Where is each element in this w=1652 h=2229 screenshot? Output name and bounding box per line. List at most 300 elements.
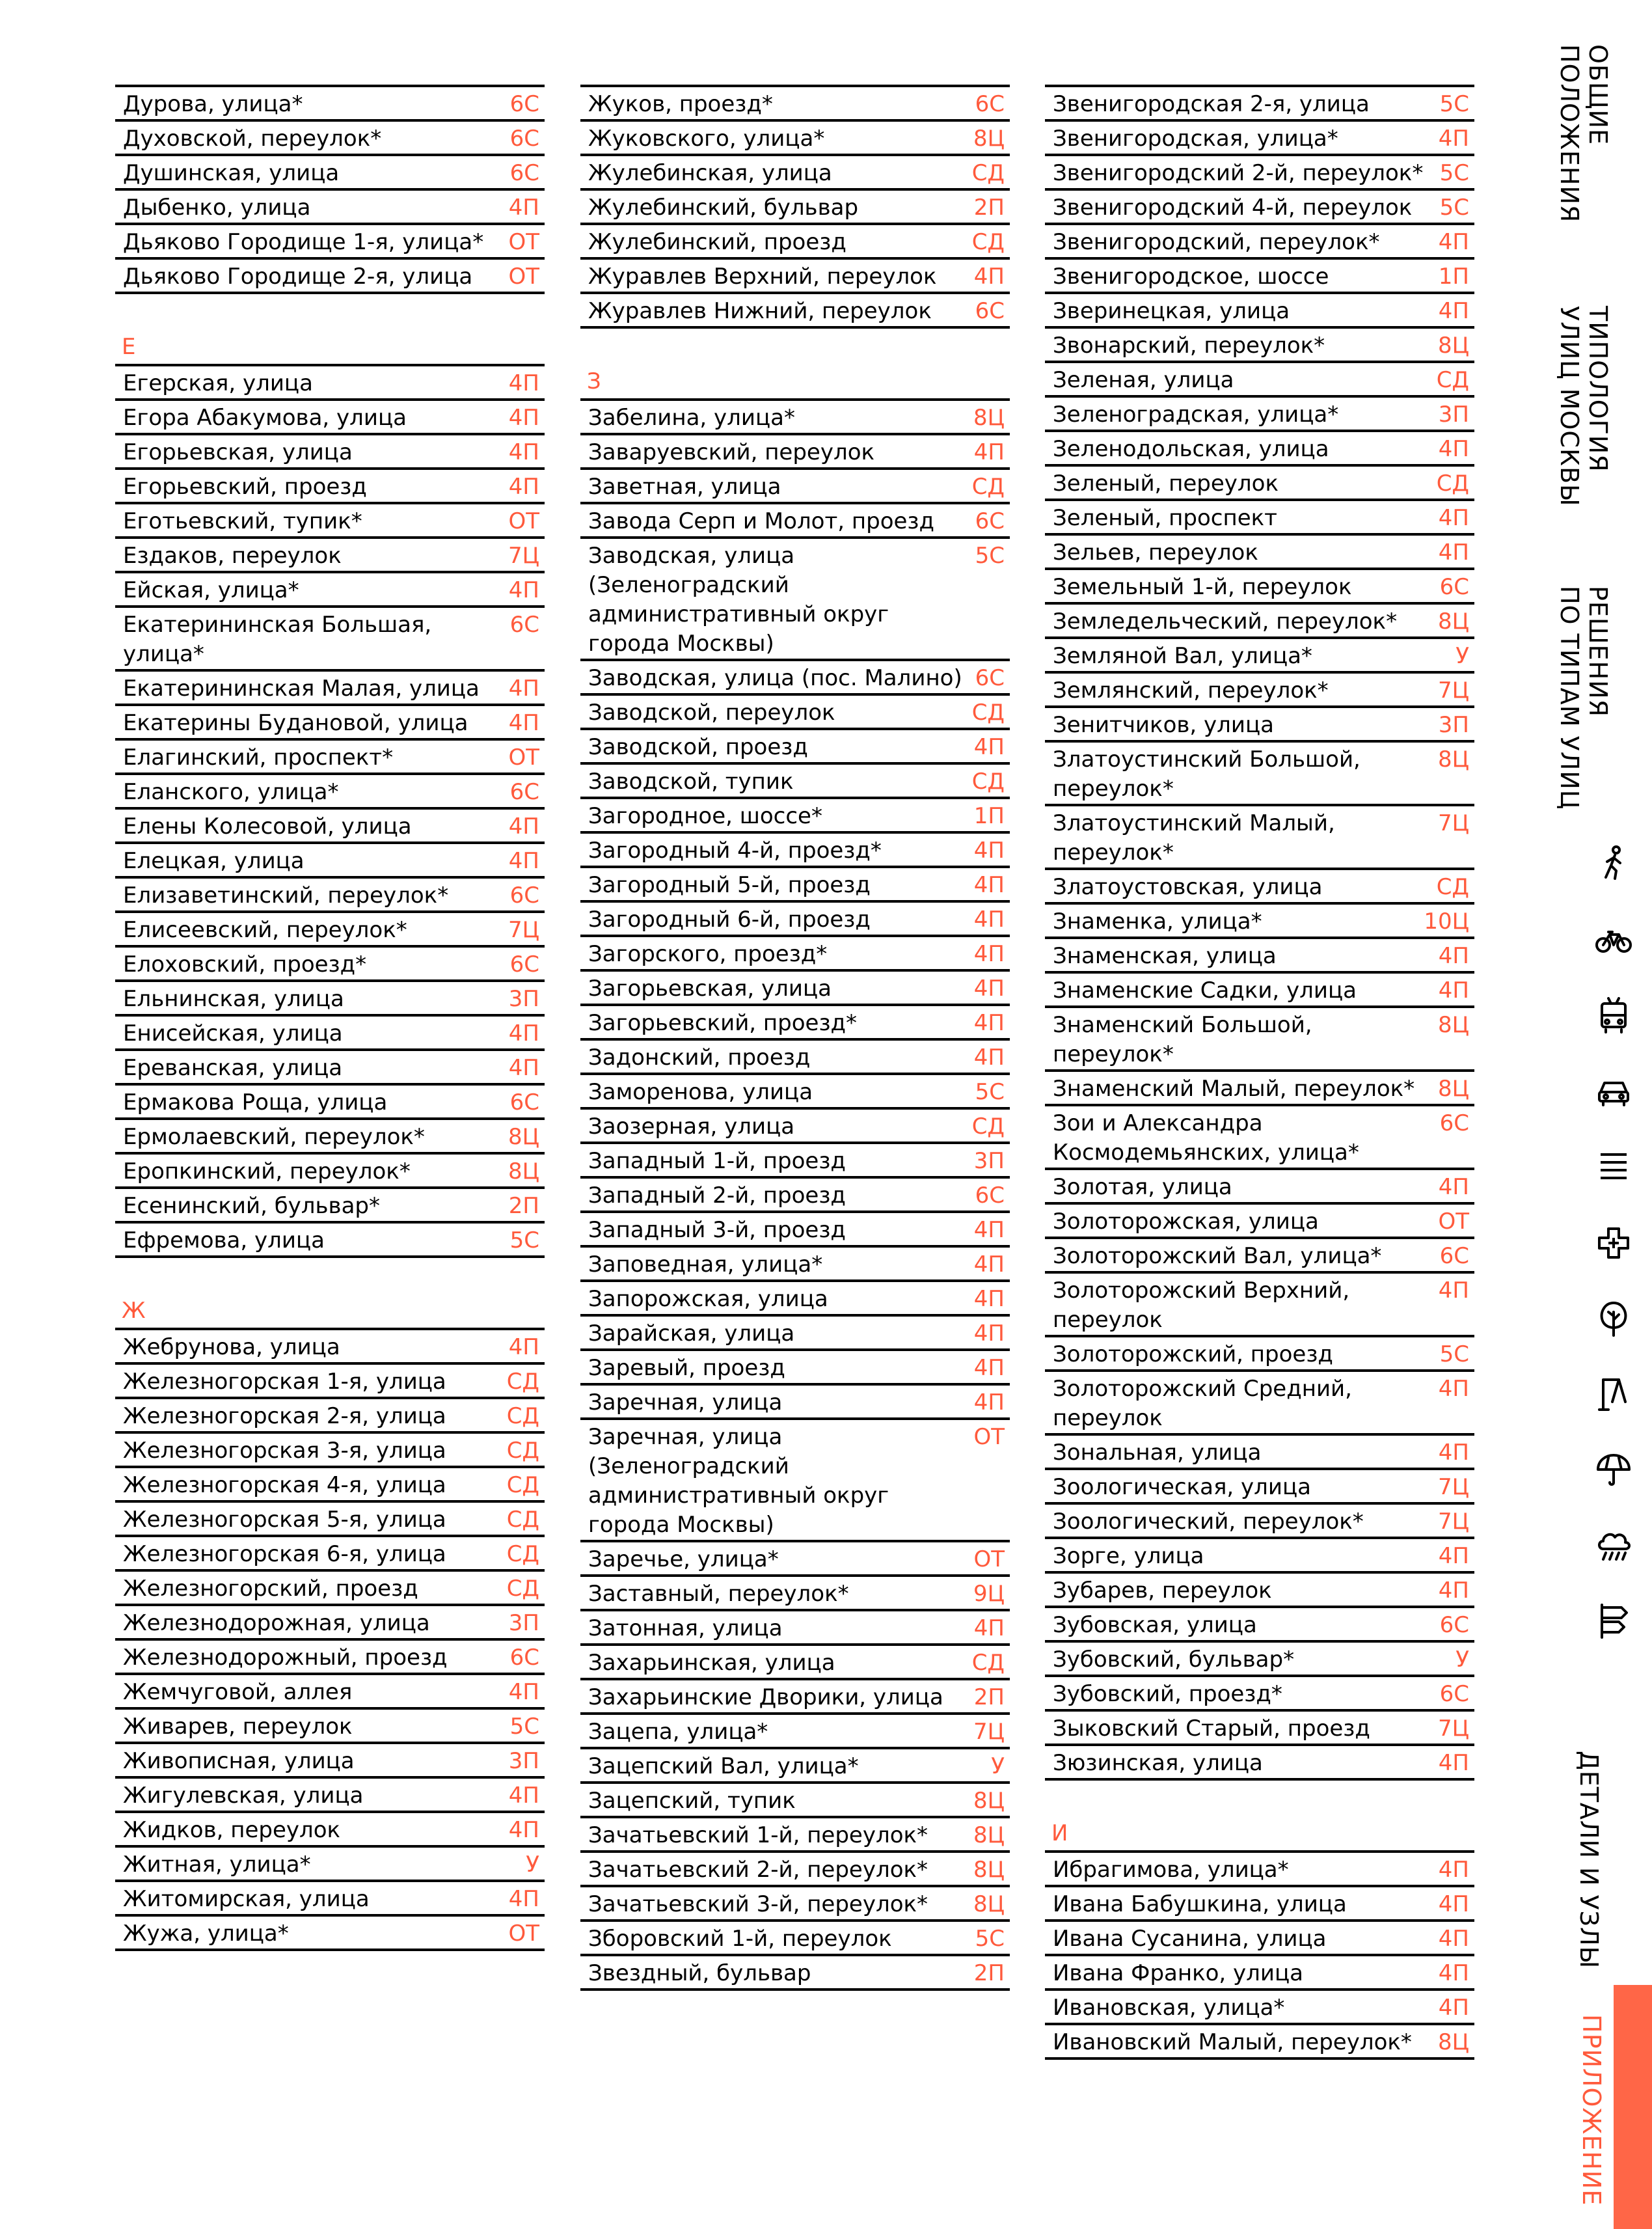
street-name: Жуковского, улица*: [588, 126, 825, 152]
street-type-code: 6С: [509, 882, 539, 909]
street-type-code: 4П: [508, 439, 539, 465]
street-type-code: 5С: [975, 543, 1005, 569]
street-name: Зубарев, переулок: [1053, 1578, 1272, 1604]
street-row: [580, 433, 1010, 467]
street-type-code: 8Ц: [973, 1788, 1005, 1814]
street-row: [1045, 1335, 1474, 1369]
street-name: Запорожская, улица: [588, 1286, 828, 1312]
street-type-code: 7Ц: [1437, 1716, 1469, 1742]
street-type-code: ОТ: [973, 1424, 1005, 1450]
street-type-code: 8Ц: [973, 1857, 1005, 1883]
street-row: [1045, 1502, 1474, 1537]
street-row: [115, 1466, 545, 1500]
street-name: Еланского, улица*: [123, 779, 339, 805]
street-type-code: 3П: [1438, 402, 1469, 428]
street-name: Заводская, улица (пос. Малино): [588, 665, 962, 691]
street-name: Живописная, улица: [123, 1748, 355, 1774]
street-type-code: 10Ц: [1424, 909, 1469, 935]
street-row: [580, 762, 1010, 797]
street-row: [115, 1569, 545, 1604]
street-row: [115, 1083, 545, 1117]
street-name: Ивана Сусанина, улица: [1053, 1926, 1327, 1952]
street-name: Есенинский, бульвар*: [123, 1193, 381, 1219]
street-name: Елены Колесовой, улица: [123, 814, 412, 840]
sidebar-section-details[interactable]: ДЕТАЛИ И УЗЛЫ: [1575, 1751, 1603, 1969]
street-row: [115, 154, 545, 188]
street-row: [1045, 464, 1474, 499]
street-row: [1045, 602, 1474, 636]
street-row: [1045, 533, 1474, 568]
street-row: [580, 1417, 1010, 1540]
street-name: Золоторожский Вал, улица*: [1053, 1243, 1382, 1269]
street-row: [115, 398, 545, 433]
street-type-code: 4П: [1438, 298, 1469, 324]
street-row: [115, 1707, 545, 1742]
street-type-code: 4П: [1438, 1995, 1469, 2021]
street-row: [115, 119, 545, 154]
section-header: [580, 326, 1010, 398]
street-type-code: 4П: [973, 1217, 1005, 1243]
street-row: [580, 1609, 1010, 1643]
street-type-code: 6С: [509, 951, 539, 978]
street-type-code: 4П: [973, 1010, 1005, 1036]
street-type-code: 6С: [1439, 1243, 1469, 1269]
street-row: [580, 1747, 1010, 1781]
street-type-code: 4П: [508, 1020, 539, 1046]
lanes-icon[interactable]: [1595, 1148, 1632, 1184]
street-name: Зачатьевский 2-й, переулок*: [588, 1857, 928, 1883]
street-name: Заревый, проезд: [588, 1355, 785, 1381]
street-row: [580, 467, 1010, 502]
street-row: [580, 1885, 1010, 1919]
section-header: [115, 1255, 545, 1328]
street-type-code: 4П: [1438, 1857, 1469, 1883]
street-name: Зверинецкая, улица: [1053, 298, 1290, 324]
sidebar-section-appendix[interactable]: ПРИЛОЖЕНИЕ: [1577, 2014, 1606, 2206]
street-name: Ибрагимова, улица*: [1053, 1857, 1289, 1883]
street-name: Жидков, переулок: [123, 1817, 341, 1843]
street-type-code: 6С: [975, 298, 1005, 324]
street-row: [1045, 671, 1474, 705]
section-letter: З: [587, 368, 601, 394]
street-row: [580, 1919, 1010, 1954]
street-row: [1045, 1468, 1474, 1502]
street-name: Екатерининская Малая, улица: [123, 676, 480, 702]
street-name: Железногорская 4-я, улица: [123, 1472, 446, 1498]
street-row: [115, 704, 545, 738]
street-type-code: 4П: [1438, 1750, 1469, 1776]
street-type-code: СД: [1436, 471, 1469, 497]
section-letter: И: [1051, 1820, 1068, 1846]
street-type-code: 4П: [973, 1251, 1005, 1278]
street-type-code: СД: [506, 1403, 539, 1429]
street-name: Еготьевский, тупик*: [123, 508, 362, 534]
street-row: [1045, 1709, 1474, 1744]
street-name: Зельев, переулок: [1053, 540, 1258, 566]
street-type-code: 6С: [509, 1089, 539, 1115]
street-row: [580, 693, 1010, 728]
section-letter: Ж: [122, 1298, 146, 1324]
street-name: Задонский, проезд: [588, 1045, 811, 1071]
street-type-code: 4П: [1438, 1174, 1469, 1200]
street-type-code: СД: [506, 1541, 539, 1567]
street-type-code: 5С: [509, 1227, 539, 1253]
street-row: [1045, 188, 1474, 223]
street-type-code: 7Ц: [1437, 1474, 1469, 1500]
street-type-code: СД: [1436, 367, 1469, 393]
street-type-code: 5С: [1439, 91, 1469, 117]
street-name: Еропкинский, переулок*: [123, 1158, 411, 1184]
street-name: Златоустинский Большой, переулок*: [1053, 746, 1361, 802]
street-name: Зональная, улица: [1053, 1440, 1262, 1466]
street-name: Егора Абакумова, улица: [123, 405, 407, 431]
street-row: [1045, 568, 1474, 602]
street-name: Землянский, переулок*: [1053, 677, 1329, 704]
street-type-code: 1П: [1438, 264, 1469, 290]
street-row: [1045, 2023, 1474, 2060]
street-name: Земельный 1-й, переулок: [1053, 574, 1352, 600]
street-name: Жужа, улица*: [123, 1921, 289, 1947]
street-row: [580, 536, 1010, 659]
street-name: Загородное, шоссе*: [588, 803, 822, 829]
street-row: [115, 1845, 545, 1880]
street-row: [115, 876, 545, 910]
street-row: [1045, 740, 1474, 804]
sidebar-section-solutions[interactable]: РЕШЕНИЯ ПО ТИПАМ УЛИЦ: [1555, 586, 1612, 810]
street-row: [1045, 1104, 1474, 1168]
street-type-code: СД: [971, 474, 1005, 500]
street-name: Ельнинская, улица: [123, 986, 344, 1012]
bicycle-icon[interactable]: [1595, 922, 1632, 958]
street-type-code: 6С: [509, 1645, 539, 1671]
street-row: [115, 773, 545, 807]
street-type-code: 9Ц: [973, 1581, 1005, 1607]
street-row: [580, 154, 1010, 188]
street-name: Заваруевский, переулок: [588, 439, 875, 465]
street-row: [1045, 361, 1474, 395]
street-row: [580, 797, 1010, 831]
street-row: [1045, 1433, 1474, 1468]
street-row: [1045, 1954, 1474, 1988]
street-row: [1045, 868, 1474, 902]
street-type-code: 8Ц: [1437, 609, 1469, 635]
street-type-code: 8Ц: [508, 1158, 539, 1184]
street-row: [115, 1673, 545, 1707]
street-name: Западный 1-й, проезд: [588, 1148, 846, 1174]
street-row: [115, 669, 545, 704]
street-name: Золоторожская, улица: [1053, 1209, 1319, 1235]
street-type-code: 4П: [973, 1286, 1005, 1312]
street-row: [115, 1535, 545, 1569]
street-type-code: 8Ц: [1437, 746, 1469, 773]
street-type-code: СД: [971, 229, 1005, 255]
street-type-code: 4П: [1438, 1543, 1469, 1569]
street-row: [115, 188, 545, 223]
street-name: Ивановская, улица*: [1053, 1995, 1285, 2021]
street-name: Зеленая, улица: [1053, 367, 1234, 393]
street-name: Звонарский, переулок*: [1053, 333, 1325, 359]
street-name: Загородный 6-й, проезд: [588, 907, 871, 933]
street-type-code: 5С: [509, 1714, 539, 1740]
street-row: [115, 605, 545, 669]
street-row: [580, 292, 1010, 326]
street-type-code: 2П: [973, 1684, 1005, 1710]
street-name: Знаменские Садки, улица: [1053, 978, 1357, 1004]
street-type-code: 4П: [973, 976, 1005, 1002]
street-type-code: 4П: [1438, 978, 1469, 1004]
street-name: Золоторожский, проезд: [1053, 1341, 1333, 1367]
street-row: [580, 1348, 1010, 1383]
street-name: Дьяково Городище 1-я, улица*: [123, 229, 484, 255]
street-name: Знаменский Большой, переулок*: [1053, 1012, 1312, 1067]
street-name: Елоховский, проезд*: [123, 951, 367, 978]
street-name: Зоологическая, улица: [1053, 1474, 1311, 1500]
street-name: Знаменская, улица: [1053, 943, 1277, 969]
street-name: Звенигородское, шоссе: [1053, 264, 1329, 290]
street-type-code: 4П: [508, 1679, 539, 1705]
street-name: Заречная, улица: [588, 1389, 783, 1415]
street-row: [1045, 1988, 1474, 2023]
street-type-code: 6С: [975, 91, 1005, 117]
street-name: Жулебинский, проезд: [588, 229, 846, 255]
street-row: [1045, 1537, 1474, 1571]
street-type-code: 6С: [1439, 1612, 1469, 1638]
street-row: [580, 1574, 1010, 1609]
street-type-code: 4П: [1438, 1926, 1469, 1952]
street-row: [1045, 1640, 1474, 1675]
street-type-code: 4П: [973, 264, 1005, 290]
street-type-code: 2П: [508, 1193, 539, 1219]
street-row: [115, 433, 545, 467]
index-column-2: [580, 85, 1010, 1991]
street-type-code: ОТ: [508, 229, 539, 255]
street-name: Екатерининская Большая, улица*: [123, 612, 432, 667]
street-row: [115, 467, 545, 502]
street-type-code: 6С: [1439, 574, 1469, 600]
street-row: [580, 900, 1010, 935]
street-name: Зои и Александра Космодемьянских, улица*: [1053, 1110, 1359, 1166]
street-name: Заречье, улица*: [588, 1546, 779, 1572]
sidebar-section-typology[interactable]: ТИПОЛОГИЯ УЛИЦ МОСКВЫ: [1555, 306, 1612, 507]
street-row: [115, 1048, 545, 1083]
street-row: [115, 910, 545, 945]
street-type-code: 8Ц: [973, 405, 1005, 431]
cross-icon[interactable]: [1595, 1225, 1632, 1261]
umbrella-icon[interactable]: [1595, 1451, 1632, 1488]
street-row: [1045, 1919, 1474, 1954]
street-name: Заводская, улица (Зеленоградский административный округ города Москвы): [588, 543, 889, 657]
street-name: Душинская, улица: [123, 160, 340, 186]
street-name: Золоторожский Верхний, переулок: [1053, 1278, 1350, 1333]
street-name: Журавлев Верхний, переулок: [588, 264, 937, 290]
street-type-code: 4П: [508, 710, 539, 736]
street-name: Железногорская 1-я, улица: [123, 1369, 446, 1395]
street-type-code: 5С: [1439, 1341, 1469, 1367]
street-row: [580, 1816, 1010, 1850]
street-name: Звенигородский 4-й, переулок: [1053, 195, 1413, 221]
street-row: [1045, 1606, 1474, 1640]
street-row: [580, 257, 1010, 292]
street-row: [1045, 430, 1474, 464]
street-type-code: 4П: [1438, 540, 1469, 566]
street-row: [115, 1914, 545, 1951]
pedestrian-icon[interactable]: [1595, 845, 1632, 881]
street-name: Железнодорожная, улица: [123, 1610, 430, 1636]
street-name: Журавлев Нижний, переулок: [588, 298, 932, 324]
car-icon[interactable]: [1595, 1073, 1632, 1109]
street-type-code: СД: [971, 1650, 1005, 1676]
street-row: [115, 841, 545, 876]
street-name: Загорьевский, проезд*: [588, 1010, 858, 1036]
street-type-code: 4П: [1438, 1376, 1469, 1402]
street-name: Златоустовская, улица: [1053, 874, 1323, 900]
street-row: [1045, 1069, 1474, 1104]
street-name: Зыковский Старый, проезд: [1053, 1716, 1370, 1742]
street-name: Жебрунова, улица: [123, 1334, 340, 1360]
street-row: [115, 1397, 545, 1431]
street-name: Загородный 5-й, проезд: [588, 872, 871, 898]
street-name: Загорьевская, улица: [588, 976, 832, 1002]
street-type-code: 5С: [975, 1079, 1005, 1105]
street-name: Зацепский Вал, улица*: [588, 1753, 859, 1779]
street-name: Елисеевский, переулок*: [123, 917, 407, 943]
street-type-code: СД: [506, 1369, 539, 1395]
street-type-code: 4П: [973, 1355, 1005, 1381]
street-type-code: 4П: [508, 1886, 539, 1912]
street-type-code: 4П: [1438, 436, 1469, 462]
street-name: Зеленодольская, улица: [1053, 436, 1329, 462]
street-type-code: 4П: [973, 1389, 1005, 1415]
street-type-code: 2П: [973, 195, 1005, 221]
street-row: [1045, 1850, 1474, 1885]
street-type-code: У: [1456, 643, 1469, 669]
street-row: [1045, 937, 1474, 971]
street-type-code: ОТ: [508, 508, 539, 534]
street-name: Зарайская, улица: [588, 1320, 795, 1347]
street-type-code: 4П: [973, 907, 1005, 933]
street-name: Ивана Франко, улица: [1053, 1960, 1303, 1986]
street-name: Дьяково Городище 2-я, улица: [123, 264, 473, 290]
street-name: Земледельческий, переулок*: [1053, 609, 1398, 635]
street-name: Зачатьевский 3-й, переулок*: [588, 1891, 928, 1917]
street-type-code: ОТ: [1438, 1209, 1469, 1235]
street-type-code: 4П: [973, 1045, 1005, 1071]
street-name: Звенигородский, переулок*: [1053, 229, 1380, 255]
street-type-code: СД: [971, 769, 1005, 795]
sign-icon[interactable]: [1595, 1602, 1632, 1639]
street-type-code: 7Ц: [973, 1719, 1005, 1745]
sidebar: [1549, 0, 1652, 2229]
street-name: Зубовский, проезд*: [1053, 1681, 1282, 1707]
street-row: [115, 1880, 545, 1914]
street-type-code: 6С: [509, 779, 539, 805]
street-type-code: 4П: [508, 1783, 539, 1809]
street-type-code: 4П: [1438, 505, 1469, 531]
street-name: Железногорская 5-я, улица: [123, 1507, 446, 1533]
street-name: Зеленоградская, улица*: [1053, 402, 1339, 428]
street-name: Железногорская 3-я, улица: [123, 1438, 446, 1464]
street-row: [115, 1431, 545, 1466]
street-type-code: 7Ц: [1437, 677, 1469, 704]
street-row: [1045, 1168, 1474, 1202]
street-row: [580, 1142, 1010, 1176]
street-type-code: 3П: [973, 1148, 1005, 1174]
street-type-code: 4П: [973, 872, 1005, 898]
street-row: [1045, 1237, 1474, 1271]
street-row: [115, 1362, 545, 1397]
street-type-code: 1П: [973, 803, 1005, 829]
street-name: Заводской, тупик: [588, 769, 794, 795]
street-type-code: 4П: [1438, 1960, 1469, 1986]
street-row: [1045, 804, 1474, 868]
street-type-code: 6С: [509, 126, 539, 152]
street-row: [580, 398, 1010, 433]
street-name: Зубовский, бульвар*: [1053, 1647, 1295, 1673]
street-name: Забелина, улица*: [588, 405, 795, 431]
street-row: [115, 1742, 545, 1776]
trolleybus-icon[interactable]: [1595, 997, 1632, 1033]
street-name: Заставный, переулок*: [588, 1581, 849, 1607]
tree-icon[interactable]: [1595, 1300, 1632, 1337]
street-name: Жуков, проезд*: [588, 91, 773, 117]
street-name: Захарьинская, улица: [588, 1650, 835, 1676]
sidebar-active-marker: [1614, 1985, 1652, 2229]
street-name: Железногорская 2-я, улица: [123, 1403, 446, 1429]
sidebar-section-general[interactable]: ОБЩИЕ ПОЛОЖЕНИЯ: [1555, 44, 1612, 223]
street-type-code: 4П: [508, 1055, 539, 1081]
street-name: Ейская, улица*: [123, 577, 299, 603]
rain-cloud-icon[interactable]: [1595, 1528, 1632, 1565]
street-type-code: 8Ц: [973, 1822, 1005, 1848]
lamp-icon[interactable]: [1595, 1376, 1632, 1412]
street-type-code: 7Ц: [508, 543, 539, 569]
street-name: Зацепский, тупик: [588, 1788, 796, 1814]
street-type-code: 4П: [1438, 1578, 1469, 1604]
street-name: Зеленый, переулок: [1053, 471, 1279, 497]
street-type-code: 6С: [509, 612, 539, 638]
street-row: [1045, 1202, 1474, 1237]
street-row: [580, 1314, 1010, 1348]
street-name: Зачатьевский 1-й, переулок*: [588, 1822, 928, 1848]
street-row: [580, 1954, 1010, 1991]
street-name: Западный 3-й, проезд: [588, 1217, 846, 1243]
street-row: [115, 1152, 545, 1186]
street-row: [580, 969, 1010, 1004]
street-type-code: 3П: [508, 986, 539, 1012]
street-row: [580, 659, 1010, 693]
street-name: Ивана Бабушкина, улица: [1053, 1891, 1347, 1917]
street-row: [115, 1604, 545, 1638]
street-type-code: 4П: [973, 439, 1005, 465]
street-row: [580, 831, 1010, 866]
street-type-code: СД: [506, 1576, 539, 1602]
street-row: [1045, 1571, 1474, 1606]
street-row: [1045, 971, 1474, 1005]
street-row: [115, 1117, 545, 1152]
street-name: Звездный, бульвар: [588, 1960, 811, 1986]
street-type-code: 2П: [973, 1960, 1005, 1986]
street-name: Загорского, проезд*: [588, 941, 828, 967]
street-name: Житомирская, улица: [123, 1886, 370, 1912]
street-row: [115, 807, 545, 841]
street-name: Дурова, улица*: [123, 91, 303, 117]
street-row: [115, 1638, 545, 1673]
street-row: [115, 257, 545, 292]
street-row: [580, 1383, 1010, 1417]
street-type-code: 4П: [508, 577, 539, 603]
street-name: Затонная, улица: [588, 1615, 783, 1641]
street-name: Екатерины Будановой, улица: [123, 710, 468, 736]
